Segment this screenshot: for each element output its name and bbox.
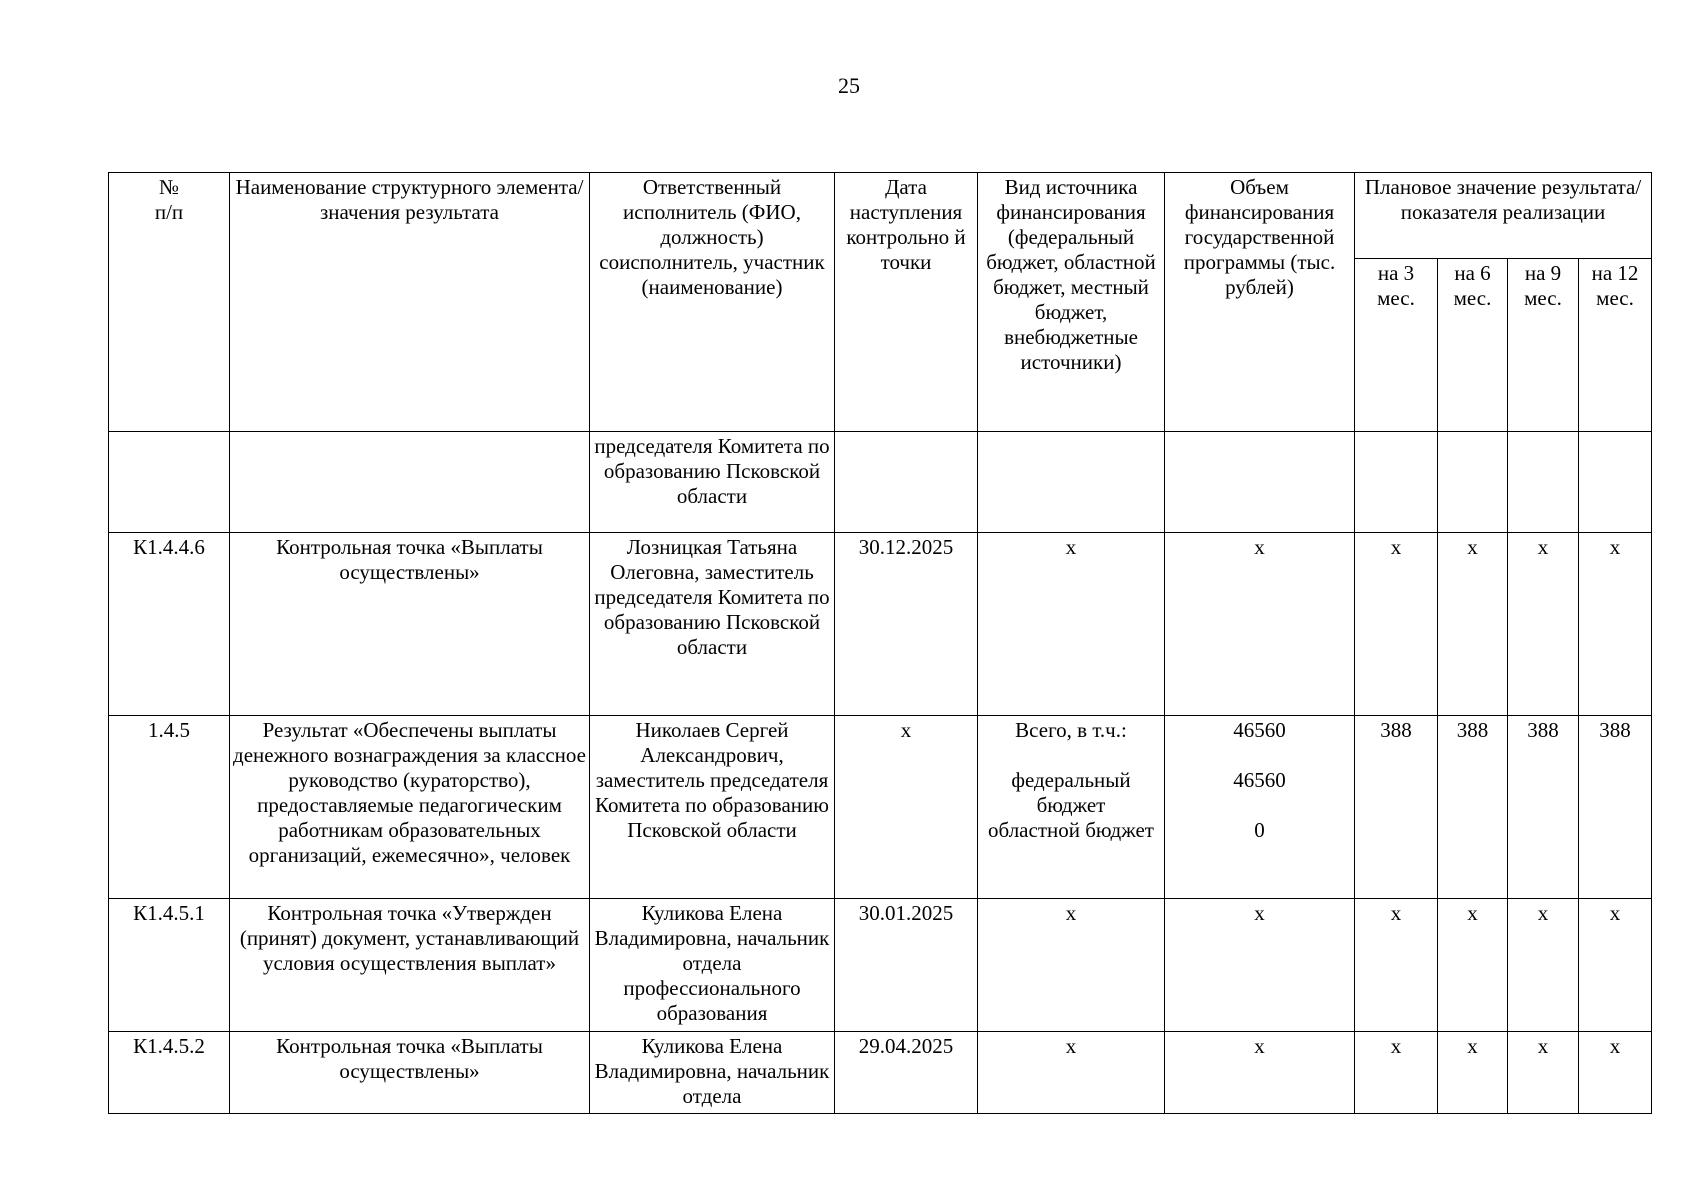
header-responsible: Ответственный исполнитель (ФИО, должность) соисполнитель, участник (наименование) [590,173,835,432]
cell-num: 1.4.5 [109,716,230,899]
cell-6-months: x [1438,1032,1508,1114]
cell-6-months: x [1438,899,1508,1032]
header-source: Вид источника финансирования (федеральный бюджет, областной бюджет, местный бюджет, внебюджетные источники) [978,173,1165,432]
cell-date: 29.04.2025 [835,1032,978,1114]
cell-date: x [835,716,978,899]
cell-3-months: x [1355,533,1438,716]
cell-3-months: 388 [1355,716,1438,899]
cell-9-months: x [1508,1032,1579,1114]
header-9-months: на 9 мес. [1508,259,1579,432]
cell-name [230,432,590,533]
cell-source [978,432,1165,533]
cell-12-months: 388 [1579,716,1652,899]
cell-responsible: Куликова Елена Владимировна, начальник отдела профессионального образования [590,899,835,1032]
cell-3-months [1355,432,1438,533]
cell-6-months [1438,432,1508,533]
page-number: 25 [838,73,860,98]
header-volume: Объем финансирования государственной программы (тыс. рублей) [1165,173,1355,432]
table-row [109,899,1652,1032]
cell-date: 30.01.2025 [835,899,978,1032]
cell-source: x [978,1032,1165,1114]
table-header-row [109,173,1652,259]
cell-12-months: x [1579,1032,1652,1114]
cell-volume [1165,432,1355,533]
cell-name: Контрольная точка «Утвержден (принят) документ, устанавливающий условия осуществления выплат» [230,899,590,1032]
cell-date: 30.12.2025 [835,533,978,716]
cell-source: Всего, в т.ч.: федеральный бюджет областной бюджет [978,716,1165,899]
header-plan: Плановое значение результата/показателя реализации [1355,173,1652,259]
cell-name: Контрольная точка «Выплаты осуществлены» [230,1032,590,1114]
header-name: Наименование структурного элемента/ значения результата [230,173,590,432]
cell-source: x [978,899,1165,1032]
cell-volume: x [1165,533,1355,716]
cell-9-months: x [1508,533,1579,716]
cell-responsible: Николаев Сергей Александрович, заместитель председателя Комитета по образованию Псковской области [590,716,835,899]
header-num: № п/п [109,173,230,432]
cell-source: x [978,533,1165,716]
cell-name: Контрольная точка «Выплаты осуществлены» [230,533,590,716]
header-3-months: на 3 мес. [1355,259,1438,432]
cell-12-months [1579,432,1652,533]
table-row [109,1032,1652,1114]
table-row [109,533,1652,716]
cell-3-months: x [1355,1032,1438,1114]
table-row [109,716,1652,899]
cell-name: Результат «Обеспечены выплаты денежного вознаграждения за классное руководство (кураторство), предоставляемые педагогическим работникам образовательных организаций, ежемесячно», человек [230,716,590,899]
cell-volume: x [1165,899,1355,1032]
cell-num: К1.4.5.2 [109,1032,230,1114]
cell-num: К1.4.4.6 [109,533,230,716]
plan-table [108,172,1652,1114]
cell-3-months: x [1355,899,1438,1032]
cell-volume: 46560 46560 0 [1165,716,1355,899]
cell-responsible: председателя Комитета по образованию Псковской области [590,432,835,533]
table-row [109,432,1652,533]
cell-date [835,432,978,533]
cell-6-months: 388 [1438,716,1508,899]
cell-9-months: 388 [1508,716,1579,899]
cell-6-months: x [1438,533,1508,716]
header-12-months: на 12 мес. [1579,259,1652,432]
header-6-months: на 6 мес. [1438,259,1508,432]
cell-12-months: x [1579,533,1652,716]
cell-responsible: Куликова Елена Владимировна, начальник отдела [590,1032,835,1114]
cell-responsible: Лозницкая Татьяна Олеговна, заместитель председателя Комитета по образованию Псковской области [590,533,835,716]
cell-volume: x [1165,1032,1355,1114]
cell-num [109,432,230,533]
cell-9-months [1508,432,1579,533]
cell-12-months: x [1579,899,1652,1032]
cell-num: К1.4.5.1 [109,899,230,1032]
cell-9-months: x [1508,899,1579,1032]
header-date: Дата наступления контрольно й точки [835,173,978,432]
